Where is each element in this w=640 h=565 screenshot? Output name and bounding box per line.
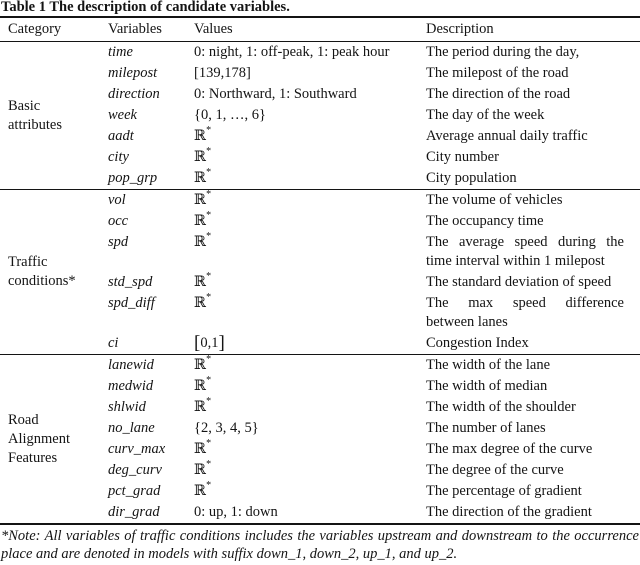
value-cell: {2, 3, 4, 5} bbox=[194, 420, 259, 436]
column-header-values: Values bbox=[194, 21, 233, 37]
description-cell: The percentage of gradient bbox=[426, 483, 582, 499]
real-numbers-symbol: ℝ bbox=[194, 295, 207, 311]
value-cell bbox=[186, 168, 418, 190]
variable-cell: direction bbox=[108, 86, 160, 102]
description-cell: Average annual daily traffic bbox=[426, 128, 588, 144]
description-cell: City number bbox=[426, 149, 499, 165]
variable-cell: dir_grad bbox=[108, 504, 160, 520]
real-numbers-symbol: ℝ bbox=[194, 441, 207, 457]
variable-cell: ci bbox=[108, 335, 119, 351]
real-numbers-symbol: ℝ bbox=[194, 213, 207, 229]
description-cell: The milepost of the road bbox=[426, 65, 569, 81]
description-cell: The period during the day, bbox=[426, 44, 580, 60]
real-numbers-symbol: ℝ bbox=[194, 274, 207, 290]
variable-cell: pct_grad bbox=[108, 483, 161, 499]
real-numbers-symbol: ℝ bbox=[194, 234, 207, 250]
asterisk-superscript: * bbox=[206, 479, 212, 491]
value-cell bbox=[186, 460, 418, 481]
variable-cell: spd_diff bbox=[108, 295, 155, 311]
variable-cell: curv_max bbox=[108, 441, 166, 457]
real-numbers-symbol: ℝ bbox=[194, 483, 207, 499]
description-cell: City population bbox=[426, 170, 517, 186]
asterisk-superscript: * bbox=[206, 353, 212, 365]
asterisk-superscript: * bbox=[206, 374, 212, 386]
variable-cell: week bbox=[108, 107, 137, 123]
variable-cell: no_lane bbox=[108, 420, 155, 436]
description-cell: The standard deviation of speed bbox=[426, 274, 612, 290]
value-cell bbox=[186, 397, 418, 418]
description-cell: The day of the week bbox=[426, 107, 545, 123]
description-cell: The degree of the curve bbox=[426, 462, 564, 478]
value-cell: 0: up, 1: down bbox=[194, 504, 278, 520]
description-cell: The average speed during the time interval within 1 milepost bbox=[426, 234, 624, 269]
value-cell bbox=[186, 211, 418, 232]
variable-cell: vol bbox=[108, 192, 126, 208]
asterisk-superscript: * bbox=[206, 458, 212, 470]
value-cell: {0, 1, …, 6} bbox=[194, 107, 266, 123]
description-cell: The width of the lane bbox=[426, 357, 551, 373]
value-cell: 0: night, 1: off-peak, 1: peak hour bbox=[194, 44, 390, 60]
value-cell bbox=[186, 126, 418, 147]
table-row bbox=[0, 42, 640, 64]
description-cell: The volume of vehicles bbox=[426, 192, 563, 208]
description-cell: The width of the shoulder bbox=[426, 399, 576, 415]
real-numbers-symbol: ℝ bbox=[194, 192, 207, 208]
asterisk-superscript: * bbox=[206, 291, 212, 303]
column-header-description: Description bbox=[426, 21, 494, 37]
variable-cell: aadt bbox=[108, 128, 134, 144]
variable-cell: time bbox=[108, 44, 133, 60]
asterisk-superscript: * bbox=[206, 395, 212, 407]
description-cell: The occupancy time bbox=[426, 213, 544, 229]
variable-cell: occ bbox=[108, 213, 129, 229]
variable-cell: lanewid bbox=[108, 357, 154, 373]
value-cell bbox=[186, 147, 418, 168]
table-section bbox=[0, 190, 640, 355]
value-cell: [139,178] bbox=[194, 65, 251, 81]
table-header bbox=[0, 17, 640, 42]
asterisk-superscript: * bbox=[206, 145, 212, 157]
real-numbers-symbol: ℝ bbox=[194, 462, 207, 478]
column-header-variables: Variables bbox=[108, 21, 162, 37]
table-row bbox=[0, 355, 640, 377]
asterisk-superscript: * bbox=[206, 188, 212, 200]
category-cell: Traffic conditions* bbox=[8, 254, 76, 289]
real-numbers-symbol: ℝ bbox=[194, 399, 207, 415]
variable-cell: city bbox=[108, 149, 129, 165]
description-cell: The direction of the road bbox=[426, 86, 571, 102]
real-numbers-symbol: ℝ bbox=[194, 357, 207, 373]
value-cell bbox=[186, 272, 418, 293]
real-numbers-symbol: ℝ bbox=[194, 149, 207, 165]
variable-cell: medwid bbox=[108, 378, 154, 394]
real-numbers-symbol: ℝ bbox=[194, 128, 207, 144]
category-cell: Basic attributes bbox=[8, 97, 62, 133]
table-title: Table 1 The description of candidate variables. bbox=[1, 0, 290, 15]
table-footnote: *Note: All variables of traffic conditions includes the variables upstream and downstream to the occurrence place and are denoted in models with suffix down_1, down_2, up_1, and up_2. bbox=[1, 528, 639, 562]
variables-table bbox=[0, 16, 640, 525]
variable-cell: milepost bbox=[108, 65, 158, 81]
asterisk-superscript: * bbox=[206, 437, 212, 449]
value-cell bbox=[186, 190, 418, 212]
value-cell bbox=[186, 293, 418, 333]
asterisk-superscript: * bbox=[206, 124, 212, 136]
value-cell bbox=[186, 232, 418, 272]
description-cell: The direction of the gradient bbox=[426, 504, 592, 520]
value-cell: [0,1] bbox=[194, 332, 225, 354]
value-cell: 0: Northward, 1: Southward bbox=[194, 86, 357, 102]
value-cell bbox=[186, 481, 418, 502]
description-cell: The number of lanes bbox=[426, 420, 546, 436]
description-cell: The max degree of the curve bbox=[426, 441, 593, 457]
table-section bbox=[0, 355, 640, 525]
column-header-category: Category bbox=[8, 21, 62, 37]
value-cell bbox=[186, 355, 418, 377]
left-bracket: [ bbox=[194, 332, 201, 354]
table-row bbox=[0, 190, 640, 212]
asterisk-superscript: * bbox=[206, 209, 212, 221]
variable-cell: deg_curv bbox=[108, 462, 162, 478]
real-numbers-symbol: ℝ bbox=[194, 170, 207, 186]
value-cell bbox=[186, 376, 418, 397]
description-cell: The width of median bbox=[426, 378, 548, 394]
description-cell: Congestion Index bbox=[426, 335, 529, 351]
asterisk-superscript: * bbox=[206, 230, 212, 242]
variable-cell: pop_grp bbox=[108, 170, 158, 186]
right-bracket: ] bbox=[218, 332, 225, 354]
asterisk-superscript: * bbox=[206, 166, 212, 178]
variable-cell: spd bbox=[108, 234, 129, 250]
category-cell: Road Alignment Features bbox=[8, 411, 71, 466]
real-numbers-symbol: ℝ bbox=[194, 378, 207, 394]
value-cell bbox=[186, 439, 418, 460]
description-cell: The max speed difference between lanes bbox=[426, 295, 624, 330]
table-section bbox=[0, 42, 640, 190]
variable-cell: std_spd bbox=[108, 274, 153, 290]
variable-cell: shlwid bbox=[108, 399, 146, 415]
asterisk-superscript: * bbox=[206, 270, 212, 282]
header-row bbox=[0, 17, 640, 42]
